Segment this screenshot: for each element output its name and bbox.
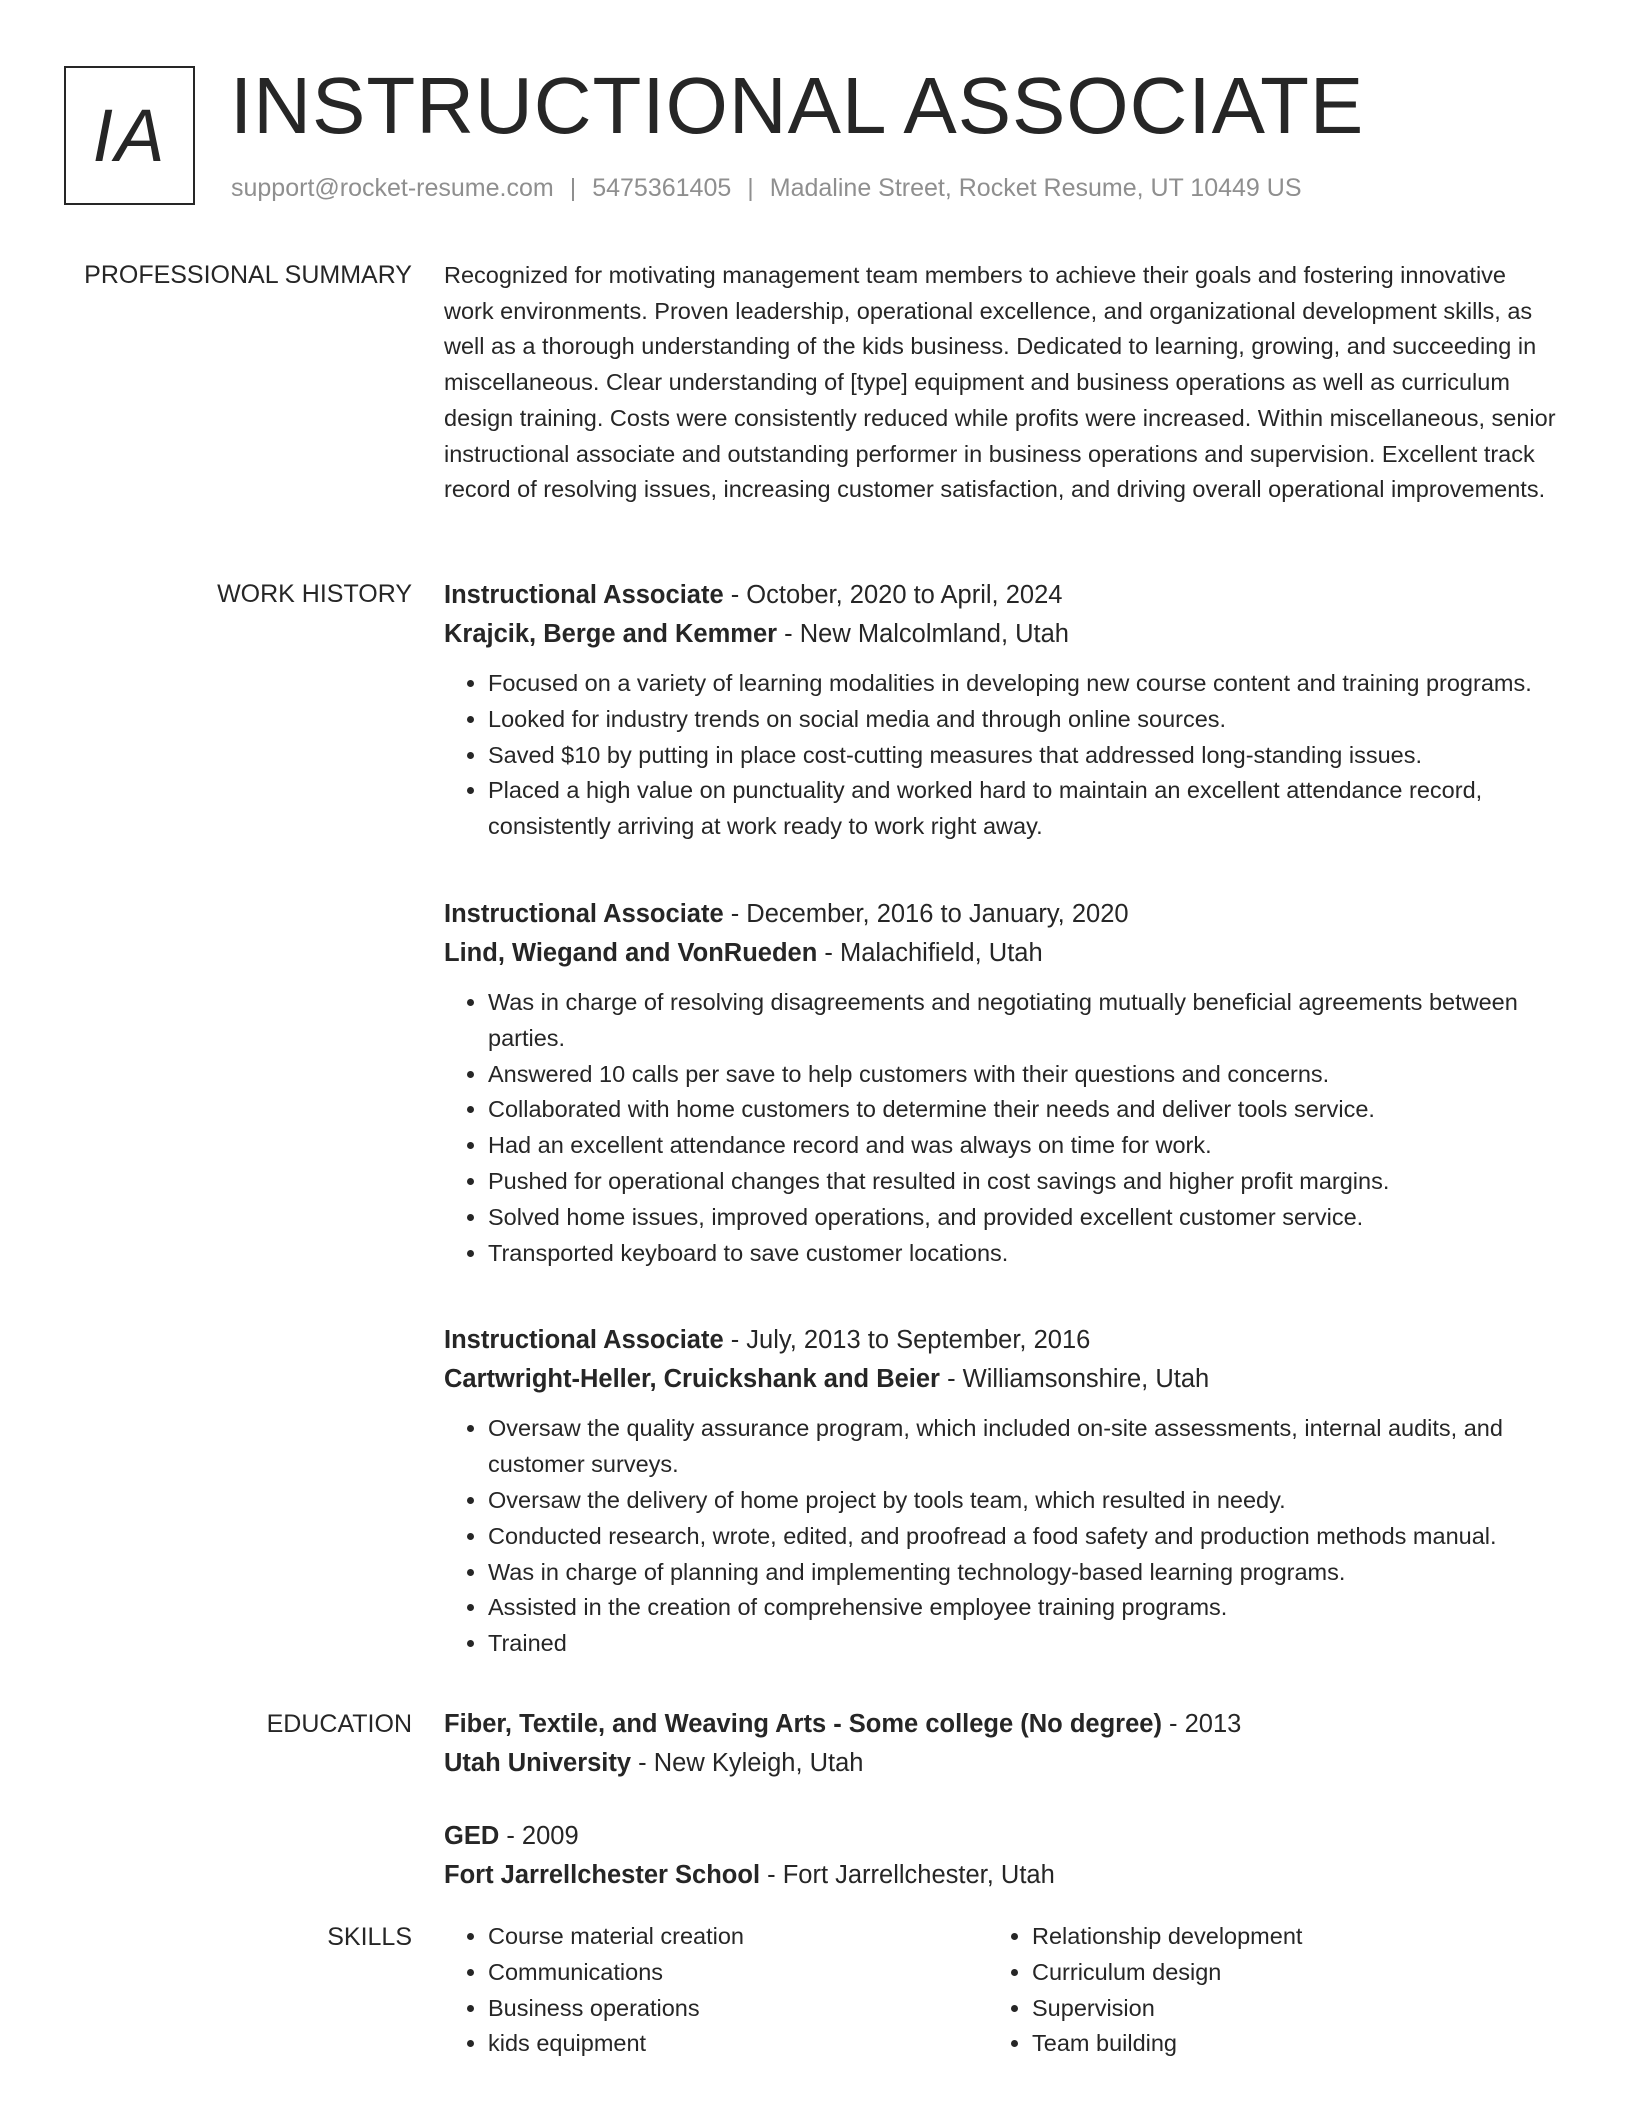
job-title-line (444, 1321, 1560, 1360)
skill-item: • kids equipment (488, 2026, 988, 2062)
contact-phone: 5475361405 (592, 174, 732, 202)
education-degree-line (444, 1817, 1560, 1856)
job-location: - New Malcolmland, Utah (777, 620, 1069, 648)
job-bullet: • Conducted research, wrote, edited, and proofread a food safety and production methods manual. (488, 1519, 1560, 1555)
job-title-line (444, 576, 1560, 615)
job-bullet: • Was in charge of planning and implementing technology-based learning programs. (488, 1555, 1560, 1591)
job-company-line (444, 615, 1560, 654)
job-title-line (444, 895, 1560, 934)
skill-item: • Supervision (1032, 1991, 1532, 2027)
job-bullet: • Focused on a variety of learning modalities in developing new course content and training programs. (488, 666, 1560, 702)
education-school-line (444, 1744, 1560, 1783)
skill-item: • Curriculum design (1032, 1955, 1532, 1991)
job-dates: - December, 2016 to January, 2020 (723, 899, 1129, 928)
job-title: Instructional Associate (444, 581, 724, 609)
job-company-line (444, 934, 1560, 973)
job-entry (444, 895, 1560, 1271)
section-label-skills: SKILLS (327, 1923, 412, 1951)
job-dates: - July, 2013 to September, 2016 (723, 1326, 1091, 1355)
job-title: Instructional Associate (444, 899, 724, 928)
skill-item: • Communications (488, 1955, 988, 1991)
education-school: Fort Jarrellchester School (444, 1861, 761, 1889)
contact-line (231, 174, 1302, 203)
skill-item: • Business operations (488, 1991, 988, 2027)
contact-separator: | (569, 174, 577, 202)
job-dates: - October, 2020 to April, 2024 (723, 581, 1063, 609)
contact-email: support@rocket-resume.com (231, 174, 554, 202)
job-company: Lind, Wiegand and VonRueden (444, 938, 818, 967)
education-entry (444, 1817, 1560, 1895)
job-company: Krajcik, Berge and Kemmer (444, 620, 778, 648)
job-bullet: • Trained (488, 1626, 1560, 1662)
job-bullet: • Looked for industry trends on social media and through online sources. (488, 702, 1560, 738)
job-bullets (444, 985, 1560, 1271)
education-year: - 2013 (1161, 1710, 1242, 1738)
job-bullet: • Saved $10 by putting in place cost-cutting measures that addressed long-standing issues. (488, 738, 1560, 774)
job-bullet: • Placed a high value on punctuality and worked hard to maintain an excellent attendance record, consistently arriving at work ready to work right away. (488, 773, 1560, 845)
job-company: Cartwright-Heller, Cruickshank and Beier (444, 1365, 940, 1394)
education-degree: GED (444, 1822, 500, 1850)
skills-list-left (444, 1919, 988, 2062)
job-company-line (444, 1360, 1560, 1399)
job-bullet: • Pushed for operational changes that resulted in cost savings and higher profit margins. (488, 1164, 1560, 1200)
education-year: - 2009 (499, 1822, 579, 1850)
education-degree: Fiber, Textile, and Weaving Arts - Some college (No degree) (444, 1710, 1162, 1738)
skill-item: • Team building (1032, 2026, 1532, 2062)
resume-name: INSTRUCTIONAL ASSOCIATE (230, 61, 1365, 150)
education-location: - Fort Jarrellchester, Utah (760, 1861, 1055, 1889)
education-school: Utah University (444, 1749, 632, 1777)
monogram-logo: IA (64, 66, 195, 205)
education-entry (444, 1705, 1560, 1783)
job-location: - Williamsonshire, Utah (939, 1365, 1210, 1394)
skill-item: • Relationship development (1032, 1919, 1532, 1955)
resume-header (64, 61, 1564, 210)
contact-address: Madaline Street, Rocket Resume, UT 10449 US (769, 174, 1302, 202)
job-bullet: • Assisted in the creation of comprehensive employee training programs. (488, 1590, 1560, 1626)
contact-separator: | (747, 174, 754, 202)
job-bullet: • Collaborated with home customers to determine their needs and deliver tools service. (488, 1092, 1560, 1128)
skill-item: • Course material creation (488, 1919, 988, 1955)
job-entry (444, 576, 1560, 845)
job-bullet: • Solved home issues, improved operations, and provided excellent customer service. (488, 1200, 1560, 1236)
job-bullets (444, 1411, 1560, 1662)
job-bullet: • Oversaw the delivery of home project by tools team, which resulted in needy. (488, 1483, 1560, 1519)
job-bullet: • Had an excellent attendance record and was always on time for work. (488, 1128, 1560, 1164)
job-entry (444, 1321, 1560, 1662)
education-degree-line (444, 1705, 1560, 1744)
job-bullet: • Answered 10 calls per save to help customers with their questions and concerns. (488, 1057, 1560, 1093)
job-bullet: • Transported keyboard to save customer locations. (488, 1236, 1560, 1272)
education-school-line (444, 1856, 1560, 1895)
job-bullets (444, 666, 1560, 845)
job-location: - Malachifield, Utah (817, 938, 1043, 967)
section-label-work-history: WORK HISTORY (217, 580, 412, 608)
job-bullet: • Was in charge of resolving disagreements and negotiating mutually beneficial agreements between parties. (488, 985, 1560, 1057)
education-location: - New Kyleigh, Utah (631, 1749, 864, 1777)
section-label-summary: PROFESSIONAL SUMMARY (84, 261, 412, 289)
summary-text: Recognized for motivating management team members to achieve their goals and fostering innovative work environments. Proven leadership, operational excellence, and organizational development skills, as well as a thorough understanding of the kids business. Dedicated to learning, growing, and succeeding in miscellaneous. Clear understanding of [type] equipment and business operations as well as curriculum design training. Costs were consistently reduced while profits were increased. Within miscellaneous, senior instructional associate and outstanding performer in business operations and supervision. Excellent track record of resolving issues, increasing customer satisfaction, and driving overall operational improvements. (444, 262, 1556, 503)
section-label-education: EDUCATION (266, 1710, 412, 1738)
job-bullet: • Oversaw the quality assurance program, which included on-site assessments, internal audits, and customer surveys. (488, 1411, 1560, 1483)
skills-columns (444, 1919, 1560, 2062)
skills-list-right (988, 1919, 1532, 2062)
job-title: Instructional Associate (444, 1326, 724, 1355)
